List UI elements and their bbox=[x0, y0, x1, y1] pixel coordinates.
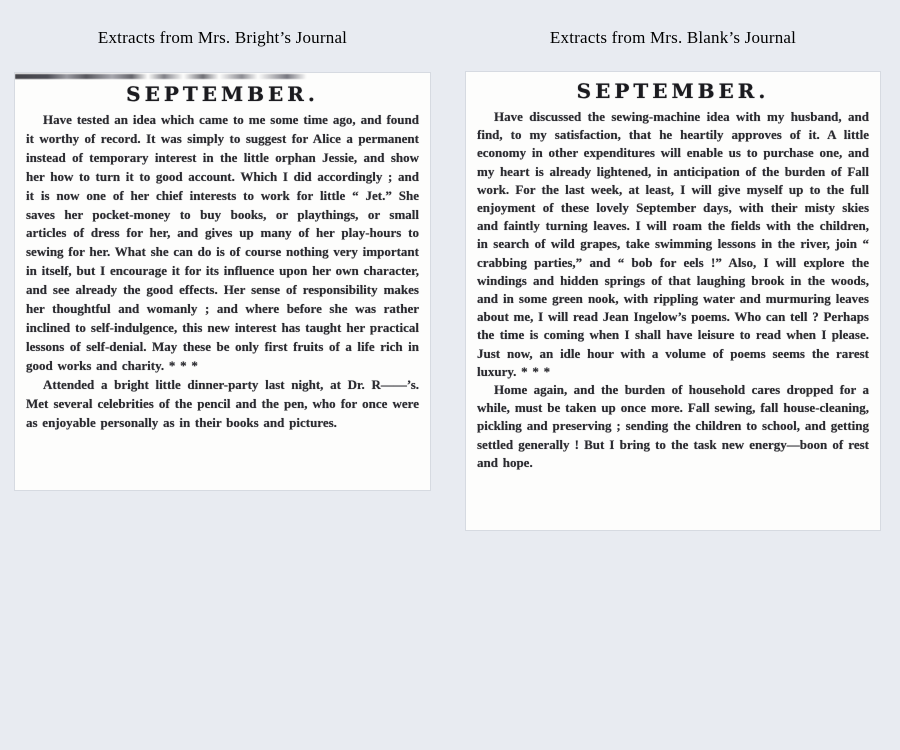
right-clipping-heading: SEPTEMBER. bbox=[576, 79, 770, 103]
right-journal-clipping bbox=[466, 72, 880, 530]
journal-paragraph: Home again, and the burden of household cares dropped for a while, must be taken up once more. Fall sewing, fall house-cleaning, pickling and preserving ; sending the children to school, and getting settled generally ! But I bring to the task new energy—boon of rest and hope. bbox=[477, 382, 869, 470]
right-clipping-body bbox=[477, 108, 869, 472]
journal-paragraph: Have discussed the sewing-machine idea with my husband, and find, to my satisfaction, that he heartily approves of it. A little economy in other expenditures will enable us to purchase one, and my heart is already lightened, in anticipation of the burden of Fall work. For the last week, at least, I will give myself up to the full enjoyment of these lovely September days, with their misty skies and faintly turning leaves. I will roam the fields with the children, in search of wild grapes, take swimming lessons in the river, join “ crabbing parties,” and “ bob for eels !” Also, I will explore the windings and hidden springs of that laughing brook in the woods, and in some green nook, with rippling water and murmuring leaves about me, I will read Jean Ingelow’s poems. Who can tell ? Perhaps the time is coming when I shall have leisure to read when I please. Just now, an idle hour with a volume of poems seems the rarest luxury. * * * bbox=[477, 109, 869, 379]
left-clipping-body bbox=[26, 111, 419, 432]
left-clipping-heading: SEPTEMBER. bbox=[126, 82, 319, 106]
scan-smudge-artifact bbox=[15, 74, 339, 79]
right-journal-caption: Extracts from Mrs. Blank’s Journal bbox=[549, 28, 797, 47]
journal-paragraph: Attended a bright little dinner-party last night, at Dr. R——’s. Met several celebrities of the pencil and the pen, who for once were as enjoyable personally as in their books and pictures. bbox=[26, 376, 419, 430]
journal-paragraph: Have tested an idea which came to me some time ago, and found it worthy of record. It was simply to suggest for Alice a permanent instead of temporary interest in the little orphan Jessie, and show her how to turn it to good account. Which I did accordingly ; and it is now one of her chief interests to work for little “ Jet.” She saves her pocket-money to buy books, or playthings, or small articles of dress for her, and gives up many of her play-hours to sewing for her. What she can do is of course nothing very important in itself, but I encourage it for its influence upon her own character, and see already the good effects. Her sense of responsibility makes her thoughtful and womanly ; and where before she was rather inclined to self-indulgence, this new interest has taught her practical lessons of self-denial. May these be only first fruits of a life rich in good works and charity. * * * bbox=[26, 112, 419, 373]
left-journal-clipping bbox=[15, 73, 430, 490]
left-journal-caption: Extracts from Mrs. Bright’s Journal bbox=[97, 28, 348, 47]
